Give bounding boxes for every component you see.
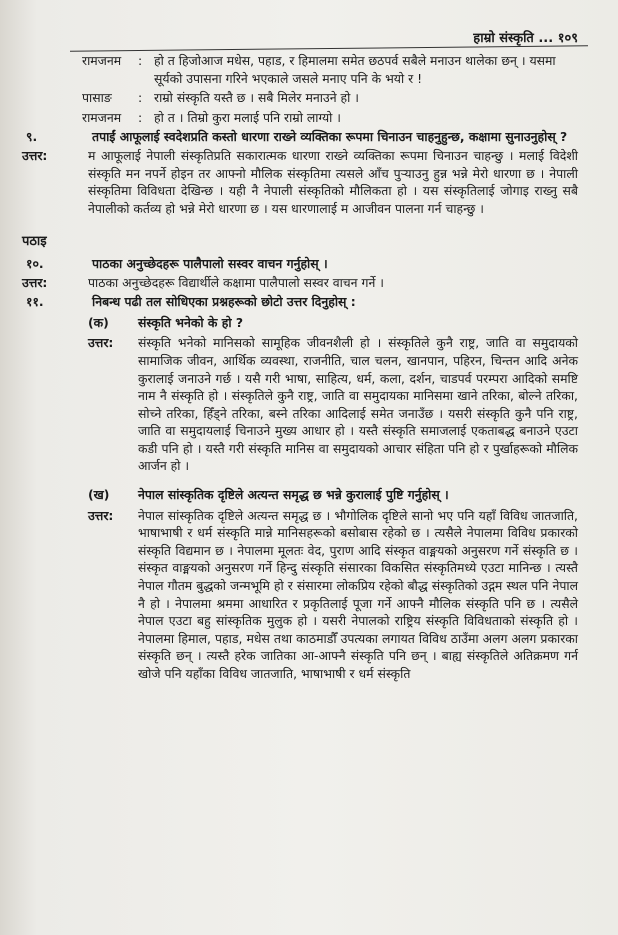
dialogue-speaker: रामजनम [82, 109, 122, 125]
answer-text: संस्कृति भनेको मानिसको सामूहिक जीवनशैली हो । संस्कृतिले कुनै राष्ट्र, जाति वा समुदायको सामाजिक जीवन, आर्थिक व्यवस्था, राजनीति, चाल चलन, खानपान, पहिरन, चिन्तन आदि अनेक कुरालाई जनाउने गर्छ । यसै गरी भाषा, साहित्य, धर्म, कला, दर्शन, चाडपर्व परम्परा आदिको समष्टि नाम नै संस्कृति हो । संस्कृतिले कुनै राष्ट्र, जाति वा समुदायका मानिसमा खाने तरिका, बोल्ने तरिका, सोच्ने तरिका, हिँड्ने तरिका, बस्ने तरिका आदिलाई समेत जनाउँछ । यसरी संस्कृति कुनै पनि राष्ट्र, जाति वा समुदायलाई चिनाउने मुख्य आधार हो । यस्तै संस्कृति समाजलाई एकताबद्ध बनाउने एउटा कडी पनि हो । यस्तै गरी संस्कृति मानिस वा समुदायको आचार संहिता पनि हो र पुर्खाहरूको मौलिक आर्जन हो । [138, 335, 578, 474]
dialogue-speaker: पासाङ [82, 90, 112, 106]
dialogue-colon: : [138, 109, 143, 125]
question-10 [22, 255, 578, 273]
dialogue-colon: : [138, 53, 143, 68]
question-number: १०. [26, 255, 44, 271]
answer-10 [22, 274, 578, 292]
subquestion-text: नेपाल सांस्कृतिक दृष्टिले अत्यन्त समृद्ध छ भन्ने कुरालाई पुष्टि गर्नुहोस् । [138, 487, 449, 503]
question-number: ११. [26, 294, 44, 310]
dialogue-speaker: रामजनम [82, 53, 122, 68]
dialogue-line [22, 52, 578, 87]
subquestion-kha [22, 486, 578, 504]
subquestion-ka [22, 314, 578, 332]
subquestion-label: (क) [88, 314, 109, 330]
dialogue-colon: : [138, 90, 143, 106]
question-text: तपाईं आफूलाई स्वदेशप्रति कस्तो धारणा राख्ने व्यक्तिका रूपमा चिनाउन चाहनुहुन्छ, कक्षामा सुनाउनुहोस् ? [92, 129, 568, 145]
answer-9 [22, 147, 578, 217]
page-header [0, 28, 618, 54]
answer-label: उत्तर: [88, 335, 114, 351]
subquestion-text: संस्कृति भनेको के हो ? [138, 314, 244, 330]
page-content [22, 52, 578, 683]
question-9 [22, 128, 578, 146]
dialogue-line [22, 89, 578, 107]
subquestion-label: (ख) [88, 487, 110, 503]
question-11 [22, 293, 578, 311]
section-heading: पठाइ [22, 234, 47, 250]
answer-label: उत्तर: [22, 147, 48, 163]
answer-text: म आफूलाई नेपाली संस्कृतिप्रति सकारात्मक धारणा राख्ने व्यक्तिका रूपमा चिनाउन चाहन्छु । मलाई विदेशी संस्कृति मन नपर्ने होइन तर आफ्नो मौलिक संस्कृतिमा त्यसले आँच पुऱ्याउनु हुन्न भन्ने मेरो धारणा छ । नेपाली संस्कृतिमा विविधता देखिन्छ । यही नै नेपाली संस्कृतिको मौलिकता हो । यस संस्कृतिलाई जोगाइ राख्नु सबै नेपालीको कर्तव्य हो भन्ने मेरो धारणा छ । यस धारणालाई म आजीवन पालना गर्न चाहन्छु । [88, 147, 578, 216]
dialogue-text: हो त हिजोआज मधेस, पहाड, र हिमालमा समेत छठपर्व सबैले मनाउन थालेका छन् । यसमा सूर्यको उपासना गरिने भएकाले जसले मनाए पनि के भयो र ! [154, 53, 556, 86]
answer-text: पाठका अनुच्छेदहरू विद्यार्थीले कक्षामा पालैपालो सस्वर वाचन गर्ने । [88, 274, 384, 290]
answer-label: उत्तर: [88, 507, 114, 523]
answer-text: नेपाल सांस्कृतिक दृष्टिले अत्यन्त समृद्ध छ । भौगोलिक दृष्टिले सानो भए पनि यहाँ विविध जातजाति, भाषाभाषी र धर्म संस्कृति मान्ने मानिसहरूको बसोबास रहेको छ । त्यसैले नेपालमा विविध प्रकारको संस्कृति विद्यमान छ । नेपालमा मूलतः वेद, पुराण आदि संस्कृत वाङ्मयको अनुसरण गर्ने संस्कृति छ । संस्कृत वाङ्मयको अनुसरण गर्ने हिन्दु संस्कृति संसारका विकसित संस्कृतिमध्ये एउटा मानिन्छ । त्यस्तै नेपाल गौतम बुद्धको जन्मभूमि हो र संसारमा लोकप्रिय रहेको बौद्ध संस्कृतिको उद्गम स्थल पनि नेपाल नै हो । नेपालमा श्रममा आधारित र प्रकृतिलाई पूजा गर्ने आफ्नै मौलिक संस्कृति पनि छ । त्यसैले नेपाल एउटा बहु सांस्कृतिक मुलुक हो । यसरी नेपालको राष्ट्रिय संस्कृति विविधताको संस्कृति हो । नेपालमा हिमाल, पहाड, मधेस तथा काठमाडौँ उपत्यका लगायत विविध ठाउँमा अलग अलग प्रकारका संस्कृति छन् । त्यस्तै हरेक जातिका आ-आफ्नै संस्कृति पनि छन् । बाह्य संस्कृतिले अतिक्रमण गर्न खोजे पनि यहाँका विविध जातजाति, भाषाभाषी र धर्म संस्कृति [138, 507, 578, 681]
subanswer-kha [22, 507, 578, 683]
dialogue-text: राम्रो संस्कृति यस्तै छ । सबै मिलेर मनाउने हो । [154, 90, 359, 106]
dialogue-text: हो त । तिम्रो कुरा मलाई पनि राम्रो लाग्यो । [154, 109, 341, 125]
subanswer-ka [22, 334, 578, 475]
header-rule [70, 45, 588, 51]
dialogue-line [22, 109, 578, 127]
question-text: निबन्ध पढी तल सोधिएका प्रश्नहरूको छोटो उत्तर दिनुहोस् : [92, 294, 356, 310]
answer-label: उत्तर: [22, 274, 48, 290]
running-header-title: हाम्रो संस्कृति ... १०९ [473, 31, 578, 46]
question-number: ९. [26, 129, 38, 145]
question-text: पाठका अनुच्छेदहरू पालैपालो सस्वर वाचन गर्नुहोस् । [92, 255, 328, 271]
